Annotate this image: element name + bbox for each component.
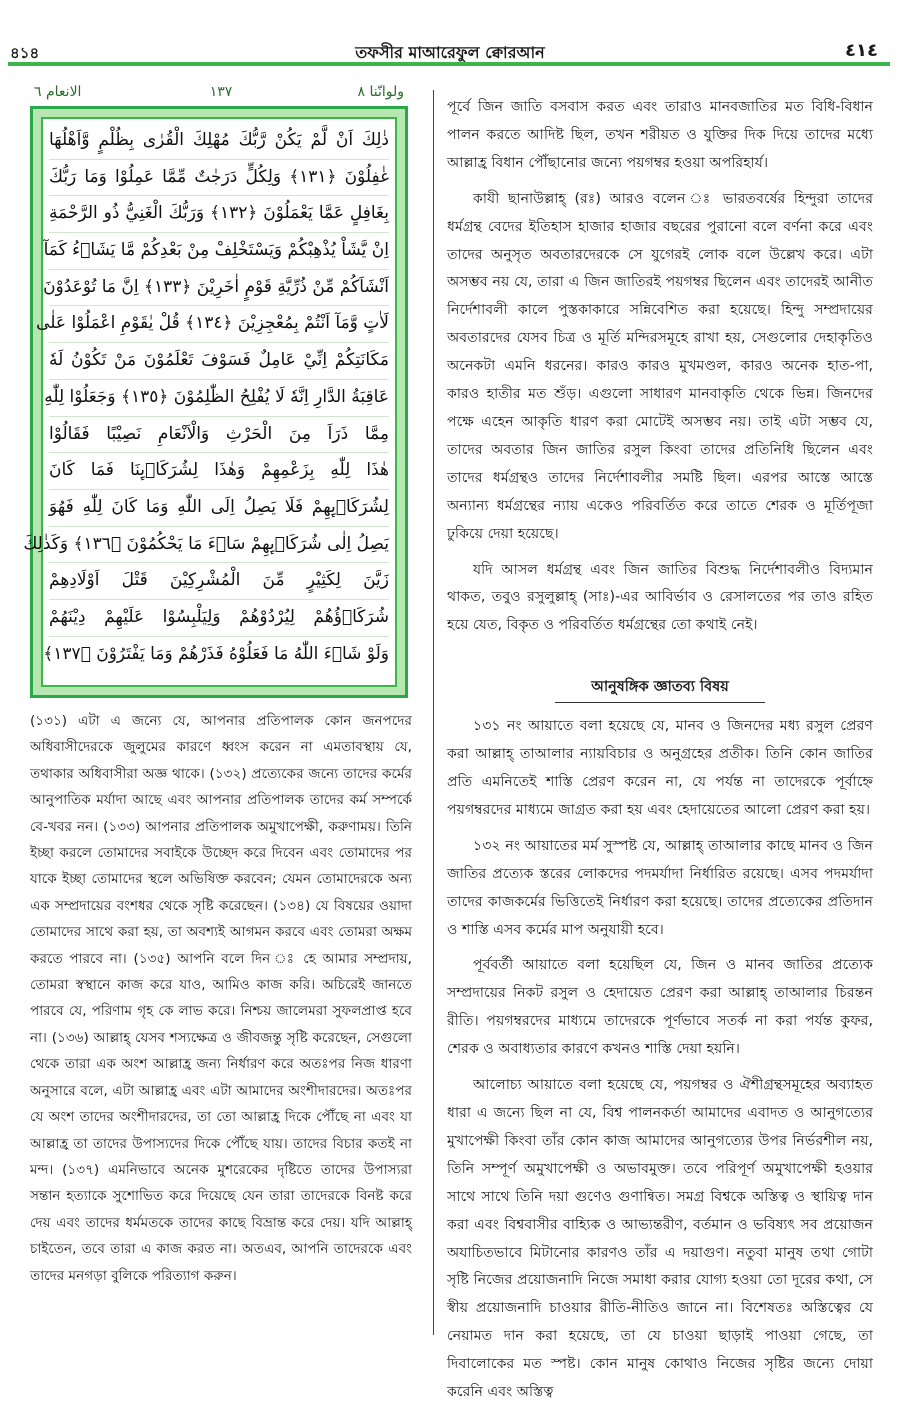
commentary-paragraph: ১৩২ নং আয়াতের মর্ম সুস্পষ্ট যে, আল্লাহ্ তাআলার কাছে মানব ও জিন জাতির প্রত্যেক স্তরের লোকদের পদমর্যাদা নির্ধারিত রয়েছে। এসব পদমর্যাদা তাদের কাজকর্মের ভিত্তিতেই নির্ধারণ করা হয়েছে। তাদের প্রত্যেকের প্রতিদান ও শাস্তি এসব কর্মের মাপ অনুযায়ী হবে। [447, 837, 873, 938]
quran-page-number: ١٣٧ [209, 84, 233, 100]
quran-line: اَنْشَاَكُمْ مِّنْ ذُرِّيَّةِ قَوْمٍ اٰخَرِيْنَ ﴿١٣٣﴾ اِنَّ مَا تُوْعَدُوْنَ [49, 270, 389, 307]
quran-line: غٰفِلُوْنَ ﴿١٣١﴾ وَلِكُلٍّ دَرَجٰتٌ مِّمَّا عَمِلُوْا وَمَا رَبُّكَ [49, 160, 389, 197]
page-header [0, 0, 900, 66]
translation-text: (১৩১) এটা এ জন্যে যে, আপনার প্রতিপালক কোন জনপদের অধিবাসীদেরকে জুলুমের কারণে ধ্বংস করেন না এমতাবস্থায় যে, তথাকার অধিবাসীরা অজ্ঞ থাকে। (১৩২) প্রত্যেকের জন্যে তাদের কর্মের আনুপাতিক মর্যাদা আছে এবং আপনার প্রতিপালক তাদের কর্ম সম্পর্কে বে-খবর নন। (১৩৩) আপনার প্রতিপালক অমুখাপেক্ষী, করুণাময়। তিনি ইচ্ছা করলে তোমাদের সবাইকে উচ্ছেদ করে দিবেন এবং তোমাদের পর যাকে ইচ্ছা তোমাদের স্থলে অভিষিক্ত করবেন; যেমন তোমাদেরকে অন্য এক সম্প্রদায়ের বংশধর থেকে সৃষ্টি করেছেন। (১৩৪) যে বিষয়ের ওয়াদা তোমাদের সাথে করা হয়, তা অবশ্যই আগমন করবে এবং তোমরা অক্ষম করতে পারবে না। (১৩৫) আপনি বলে দিন ঃ হে আমার সম্প্রদায়, তোমরা স্বস্থানে কাজ করে যাও, আমিও কাজ করি। অচিরেই জানতে পারবে যে, পরিণাম গৃহ কে লাভ করে। নিশ্চয় জালেমরা সুফলপ্রাপ্ত হবে না। (১৩৬) আল্লাহ্ যেসব শস্যক্ষেত্র ও জীবজন্তু সৃষ্টি করেছেন, সেগুলো থেকে তারা এক অংশ আল্লাহ্র জন্য নির্ধারণ করে অতঃপর নিজ ধারণা অনুসারে বলে, এটা আল্লাহ্র এবং এটা আমাদের অংশীদারদের। অতঃপর যে অংশ তাদের অংশীদারদের, তা তো আল্লাহ্র দিকে পৌঁছে না এবং যা আল্লাহ্র তা তাদের উপাস্যদের দিকে পৌঁছে যায়। তাদের বিচার কতই না মন্দ। (১৩৭) এমনিভাবে অনেক মুশরেকের দৃষ্টিতে তাদের উপাস্যরা সন্তান হত্যাকে সুশোভিত করে দিয়েছে যেন তারা তাদেরকে বিনষ্ট করে দেয় এবং তাদের ধর্মমতকে তাদের কাছে বিভ্রান্ত করে দেয়। যদি আল্লাহ্ চাইতেন, তবে তারা এ কাজ করত না। অতএব, আপনি তাদেরকে এবং তাদের মনগড়া বুলিকে পরিত্যাগ করুন। [30, 713, 412, 1284]
column-divider [433, 90, 434, 1335]
quran-line: بِغَافِلٍ عَمَّا يَعْمَلُوْنَ ﴿١٣٢﴾ وَرَبُّكَ الْغَنِيُّ ذُو الرَّحْمَةِ [49, 196, 389, 233]
left-column [23, 80, 412, 1289]
quran-line: وَلَوْ شَاۤءَ اللّٰهُ مَا فَعَلُوْهُ فَذَرْهُمْ وَمَا يَفْتَرُوْنَ ﴿١٣٧﴾ [43, 643, 389, 664]
quran-line: هٰذَا لِلّٰهِ بِزَعْمِهِمْ وَهٰذَا لِشُرَكَاۤىِٕنَا فَمَا كَانَ [49, 453, 389, 490]
quran-frame [23, 106, 408, 698]
right-column [447, 94, 873, 1415]
commentary-paragraph: কাযী ছানাউল্লাহ্ (রঃ) আরও বলেন ঃ ভারতবর্ষের হিন্দুরা তাদের ধর্মগ্রন্থ বেদের ইতিহাস হাজার হাজার বছরের পুরানো বলে বর্ণনা করে এবং তাদের অনুসৃত অবতারদেরকে সে যুগেরই লোক বলে উল্লেখ করে। এটা অসম্ভব নয় যে, তারা এ জিন জাতিরই পয়গম্বর ছিলেন এবং তাদেরই আনীত নির্দেশাবলী কালে পুস্তকাকারে সন্নিবেশিত করা হয়েছে। হিন্দু সম্প্রদায়ের অবতারদের যেসব চিত্র ও মূর্তি মন্দিরসমূহে রাখা হয়, সেগুলোর দেহাকৃতিও অনেকটা এমনি ধরনের। কারও কারও মুখমণ্ডল, কারও অনেক হাত-পা, কারও হাতীর মত শুঁড়। এগুলো সাধারণ মানবাকৃতি থেকে ভিন্ন। জিনদের পক্ষে এহেন আকৃতি ধারণ করা মোটেই অসম্ভব নয়। তাই এটা সম্ভব যে, তাদের অবতার জিন জাতির রসুল কিংবা তাদের প্রতিনিধি ছিলেন এবং তাদের ধর্মগ্রন্থও তাদের নির্দেশাবলীর সমষ্টি ছিল। এরপর আস্তে আস্তে অন্যান্য ধর্মগ্রন্থের ন্যায় একেও পরিবর্তিত করে তাতে শেরক ও মূর্তিপূজা ঢুকিয়ে দেয়া হয়েছে। [447, 190, 873, 542]
quran-line: يَصِلُ اِلٰى شُرَكَاۤىِٕهِمْ سَاۤءَ مَا يَحْكُمُوْنَ ﴿١٣٦﴾ وَكَذٰلِكَ [49, 527, 389, 564]
commentary-paragraph: আলোচ্য আয়াতে বলা হয়েছে যে, পয়গম্বর ও ঐশীগ্রন্থসমূহের অব্যাহত ধারা এ জন্যে ছিল না যে, বিশ্ব পালনকর্তা আমাদের এবাদত ও আনুগত্যের মুখাপেক্ষী কিংবা তাঁর কোন কাজ আমাদের আনুগত্যের উপর নির্ভরশীল নয়, তিনি সম্পূর্ণ অমুখাপেক্ষী ও অভাবমুক্ত। তবে পরিপূর্ণ অমুখাপেক্ষী হওয়ার সাথে সাথে তিনি দয়া গুণেও গুণান্বিত। সমগ্র বিশ্বকে অস্তিত্ব ও স্থায়িত্ব দান করা এবং বিশ্ববাসীর বাহ্যিক ও আভ্যন্তরীণ, বর্তমান ও ভবিষ্যৎ সব প্রয়োজন অযাচিতভাবে মিটানোর কারণও তাঁর এ দয়াগুণ। নতুবা মানুষ তথা গোটা সৃষ্টি নিজের প্রয়োজনাদি নিজে সমাধা করার যোগ্য হওয়া তো দূরের কথা, সে স্বীয় প্রয়োজনাদি চাওয়ার রীতি-নীতিও জানে না। বিশেষতঃ অস্তিত্বের যে নেয়ামত দান করা হয়েছে, তা যে চাওয়া ছাড়াই পাওয়া গেছে, তা দিবালোকের মত স্পষ্ট। কোন মানুষ কোথাও নিজের সৃষ্টির জন্যে দোয়া করেনি এবং অস্তিত্ব [447, 1077, 873, 1401]
quran-line: اِنْ يَّشَاْ يُذْهِبْكُمْ وَيَسْتَخْلِفْ مِنْ بَعْدِكُمْ مَّا يَشَاۤءُ كَمَآ [49, 233, 389, 270]
quran-line: ذٰلِكَ اَنْ لَّمْ يَكُنْ رَّبُّكَ مُهْلِكَ الْقُرٰى بِظُلْمٍ وَّاَهْلُهَا [49, 123, 389, 160]
quran-line: مِمَّا ذَرَاَ مِنَ الْحَرْثِ وَالْاَنْعَامِ نَصِيْبًا فَقَالُوْا [49, 417, 389, 454]
quran-line: شُرَكَاۤؤُهُمْ لِيُرْدُوْهُمْ وَلِيَلْبِسُوْا عَلَيْهِمْ دِيْنَهُمْ [49, 600, 389, 637]
running-title: তফসীর মাআরেফুল ক্বোরআন [355, 43, 545, 62]
page-number-arabic: ٤١٤ [845, 40, 878, 61]
quran-line: زَيَّنَ لِكَثِيْرٍ مِّنَ الْمُشْرِكِيْنَ قَتْلَ اَوْلَادِهِمْ [49, 563, 389, 600]
surah-name: الانعام ٦ [34, 84, 82, 100]
quran-line: لِشُرَكَاۤىِٕهِمْ فَلَا يَصِلُ اِلَى اللّٰهِ وَمَا كَانَ لِلّٰهِ فَهُوَ [49, 490, 389, 527]
juz-name: ولوانّنا ٨ [357, 84, 404, 100]
quran-line: مَكَانَتِكُمْ اِنِّيْ عَامِلٌ فَسَوْفَ تَعْلَمُوْنَ مَنْ تَكُوْنُ لَهٗ [49, 343, 389, 380]
quran-line: لَاٰتٍ وَّمَآ اَنْتُمْ بِمُعْجِزِيْنَ ﴿١٣٤﴾ قُلْ يٰقَوْمِ اعْمَلُوْا عَلٰى [49, 306, 389, 343]
commentary-paragraph: পূর্বে জিন জাতি বসবাস করত এবং তারাও মানবজাতির মত বিধি-বিধান পালন করতে আদিষ্ট ছিল, তখন শরীয়ত ও যুক্তির দিক দিয়ে তাদের মধ্যে আল্লাহ্র বিধান পৌঁছানোর জন্যে পয়গম্বর হওয়া অপরিহার্য। [447, 99, 873, 171]
quran-line: عَاقِبَةُ الدَّارِ اِنَّهٗ لَا يُفْلِحُ الظّٰلِمُوْنَ ﴿١٣٥﴾ وَجَعَلُوْا لِلّٰهِ [49, 380, 389, 417]
header-rule [8, 62, 890, 66]
commentary-paragraph: পূর্ববর্তী আয়াতে বলা হয়েছিল যে, জিন ও মানব জাতির প্রত্যেক সম্প্রদায়ের নিকট রসুল ও হেদায়েত প্রেরণ করা আল্লাহ্ তাআলার চিরন্তন রীতি। পয়গম্বরদের মাধ্যমে তাদেরকে পূর্ণভাবে সতর্ক না করা পর্যন্ত কুফর, শেরক ও অবাধ্যতার কারণে কখনও শাস্তি দেয়া হয়নি। [447, 957, 873, 1058]
page-number-bengali: ৪১৪ [10, 44, 40, 62]
commentary-paragraph: যদি আসল ধর্মগ্রন্থ এবং জিন জাতির বিশুদ্ধ নির্দেশাবলীও বিদ্যমান থাকত, তবুও রসুলুল্লাহ্ (সাঃ)-এর আবির্ভাব ও রেসালতের পর তাও রহিত হয়ে যেত, বিকৃত ও পরিবর্তিত ধর্মগ্রন্থের তো কথাই নেই। [447, 561, 873, 634]
quran-text-block [23, 117, 397, 687]
section-heading: আনুষঙ্গিক জ্ঞাতব্য বিষয় [555, 676, 765, 703]
quran-panel-header [30, 80, 412, 106]
commentary-paragraph: ১৩১ নং আয়াতে বলা হয়েছে যে, মানব ও জিনদের মধ্য রসুল প্রেরণ করা আল্লাহ্ তাআলার ন্যায়বিচার ও অনুগ্রহের প্রতীক। তিনি কোন জাতির প্রতি এমনিতেই শাস্তি প্রেরণ করেন না, যে পর্যন্ত না তাদেরকে পূর্বাহ্নে পয়গম্বরদের মাধ্যমে জাগ্রত করা হয় এবং হেদায়েতের আলো প্রেরণ করা হয়। [447, 718, 873, 818]
